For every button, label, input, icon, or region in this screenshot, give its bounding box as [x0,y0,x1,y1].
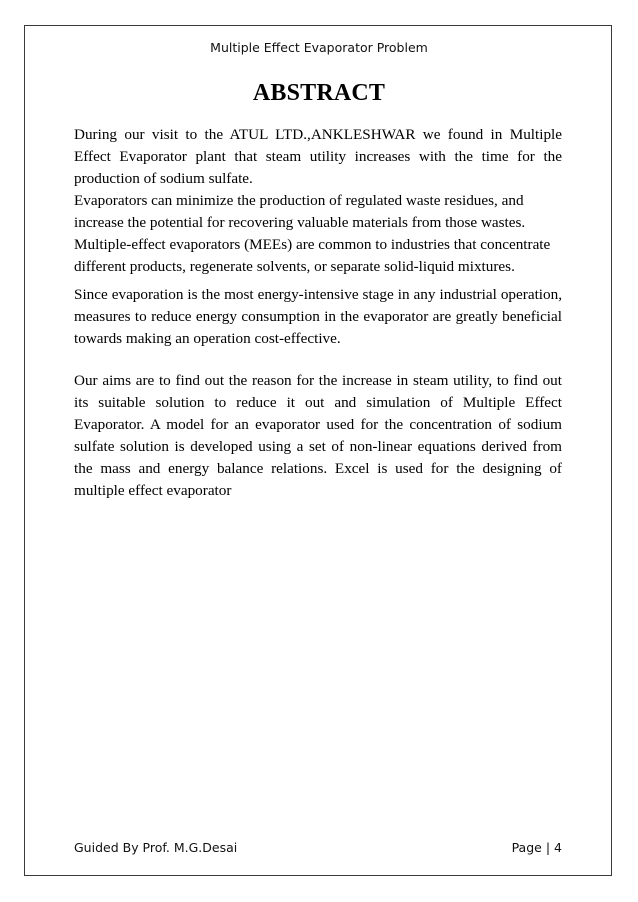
paragraph-energy: Since evaporation is the most energy-intensive stage in any industrial operation, measures to reduce energy consumption in the evaporator are greatly beneficial towards making an operation cost-effective. [74,286,562,347]
paragraph-visit: During our visit to the ATUL LTD.,ANKLESHWAR we found in Multiple Effect Evaporator plant that steam utility increases with the time for the production of sodium sulfate. [74,126,562,187]
footer-page-number: 4 [554,840,562,855]
footer-guide: Guided By Prof. M.G.Desai [74,840,238,855]
footer-page [512,840,562,855]
page-title: ABSTRACT [252,80,386,106]
footer-page-label: Page [511,840,542,855]
abstract-body [74,124,562,502]
footer-separator: | [545,840,551,855]
paragraph-mees: Multiple-effect evaporators (MEEs) are common to industries that concentrate different products, regenerate solvents, or separate solid-liquid mixtures. [74,236,551,275]
running-header: Multiple Effect Evaporator Problem [210,40,428,55]
paragraph-evaporators: Evaporators can minimize the production of regulated waste residues, and increase the potential for recovering valuable materials from those wastes. [74,192,526,231]
paragraph-aims: Our aims are to find out the reason for the increase in steam utility, to find out its suitable solution to reduce it out and simulation of Multiple Effect Evaporator. A model for an evaporator used for the concentration of sodium sulfate solution is developed using a set of non-linear equations derived from the mass and energy balance relations. Excel is used for the designing of multiple effect evaporator [74,372,562,499]
